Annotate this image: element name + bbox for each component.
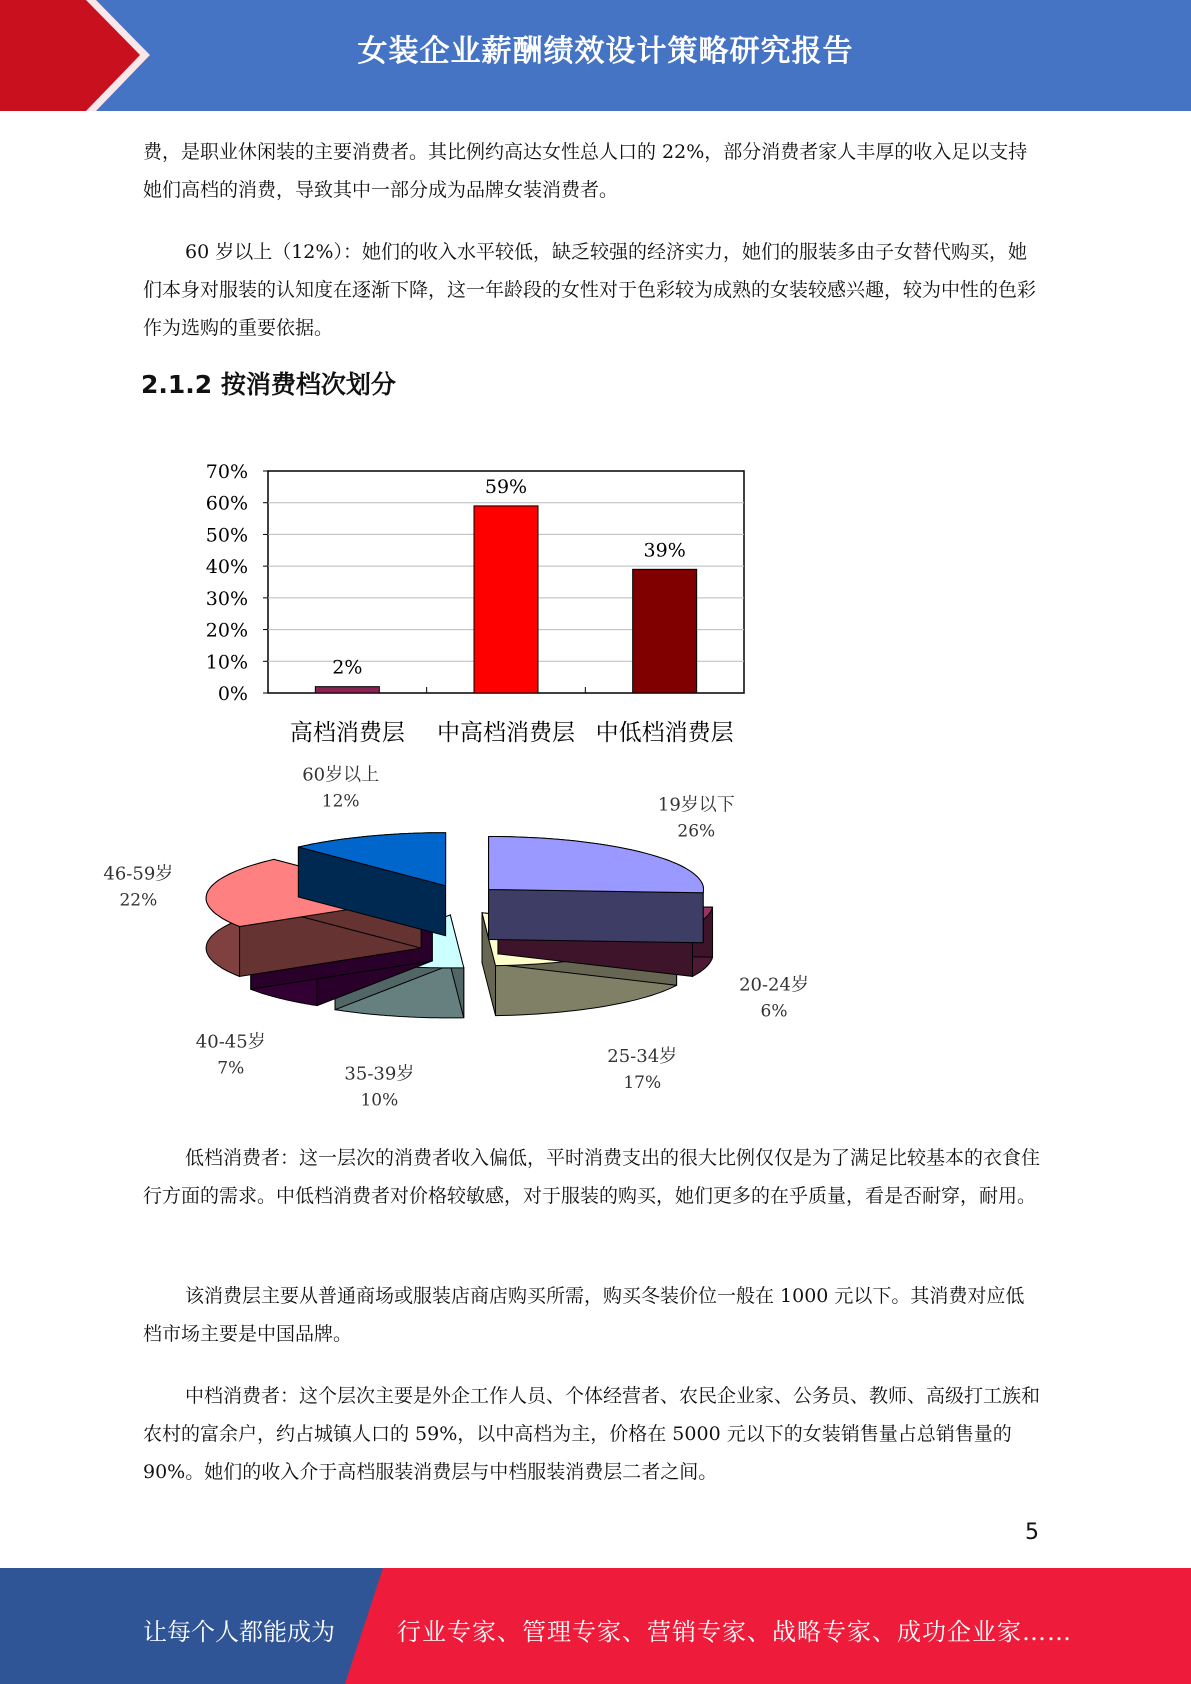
pie-category-label: 19岁以下 [657, 794, 735, 816]
pie-category-label: 46-59岁 [103, 863, 174, 885]
bar-value-label: 59% [484, 475, 528, 498]
y-tick-label: 60% [205, 492, 248, 515]
report-title: 女装企业薪酬绩效设计策略研究报告 [357, 34, 854, 69]
pie-category-label: 35-39岁 [344, 1063, 415, 1085]
pie-category-label: 60岁以上 [302, 764, 380, 786]
pie-value-label: 22% [119, 890, 158, 911]
y-tick-label: 0% [217, 683, 248, 705]
page-footer [0, 1568, 1191, 1684]
paragraph-3: 低档消费者：这一层次的消费者收入偏低，平时消费支出的很大比例仅仅是为了满足比较基本的衣食住行方面的需求。中低档消费者对价格较敏感，对于服装的购买，她们更多的在乎质量，看是否耐穿，耐用。 [143, 1147, 1041, 1207]
x-category-label: 中高档消费层 [437, 720, 575, 746]
paragraph-2: 60 岁以上（12%）：她们的收入水平较低，缺乏较强的经济实力，她们的服装多由子女替代购买，她们本身对服装的认知度在逐渐下降，这一年龄段的女性对于色彩较为成熟的女装较感兴趣，较为中性的色彩作为选购的重要依据。 [143, 241, 1037, 339]
paragraph-5: 中档消费者：这个层次主要是外企工作人员、个体经营者、农民企业家、公务员、教师、高级打工族和农村的富余户，约占城镇人口的 59%，以中高档为主，价格在 5000 元以下的女装销售量占总销售量的 90%。她们的收入介于高档服装消费层与中档服装消费层二者之间。 [143, 1385, 1041, 1483]
x-category-label: 中低档消费层 [595, 720, 734, 746]
y-tick-label: 40% [205, 556, 248, 579]
pie-category-label: 20-24岁 [739, 974, 809, 996]
pie-slice-wall [489, 889, 704, 942]
footer-slogan-right: 行业专家、管理专家、营销专家、战略专家、成功企业家…… [397, 1618, 1072, 1646]
y-tick-label: 10% [205, 651, 248, 674]
pie-value-label: 10% [360, 1090, 399, 1111]
y-tick-label: 50% [205, 524, 248, 547]
y-tick-label: 20% [205, 619, 248, 642]
pie-value-label: 17% [623, 1073, 662, 1094]
bar-value-label: 2% [332, 656, 363, 679]
pie-slice-top [489, 837, 704, 893]
footer-slogan-left: 让每个人都能成为 [143, 1618, 335, 1646]
page-number: 5 [1025, 1520, 1039, 1545]
x-category-label: 高档消费层 [289, 720, 405, 746]
pie-category-label: 25-34岁 [607, 1046, 678, 1068]
section-heading: 2.1.2 按消费档次划分 [141, 370, 396, 399]
pie-value-label: 26% [677, 821, 716, 842]
pie-value-label: 7% [217, 1058, 245, 1079]
pie-slice [489, 836, 704, 942]
y-tick-label: 70% [205, 461, 248, 483]
y-tick-label: 30% [205, 587, 248, 610]
pie-value-label: 12% [321, 791, 360, 812]
pie-value-label: 6% [760, 1001, 788, 1022]
paragraph-1: 费，是职业休闲装的主要消费者。其比例约高达女性总人口的 22%，部分消费者家人丰厚的收入足以支持她们高档的消费，导致其中一部分成为品牌女装消费者。 [143, 141, 1028, 201]
pie-category-label: 40-45岁 [195, 1031, 266, 1053]
paragraph-4: 该消费层主要从普通商场或服装店商店购买所需，购买冬装价位一般在 1000 元以下。其消费对应低档市场主要是中国品牌。 [143, 1285, 1025, 1345]
bar-value-label: 39% [643, 539, 686, 562]
